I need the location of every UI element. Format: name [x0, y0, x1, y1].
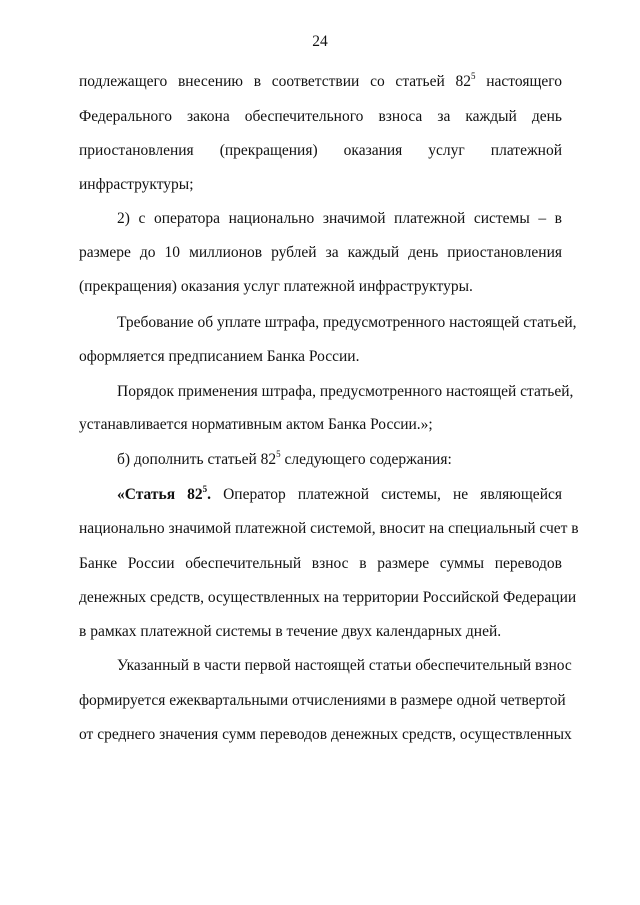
- text-line: в рамках платежной системы в течение двух календарных дней.: [79, 623, 502, 640]
- text-line: инфраструктуры;: [79, 176, 194, 193]
- text-line: формируется ежеквартальными отчислениями в размере одной четвертой: [79, 692, 566, 709]
- text-line: Банке России обеспечительный взнос в размере суммы переводов: [79, 555, 562, 572]
- text-line: Федерального закона обеспечительного взноса за каждый день: [79, 108, 562, 125]
- text-line: Порядок применения штрафа, предусмотренного настоящей статьей,: [117, 383, 574, 400]
- text-line: от среднего значения сумм переводов денежных средств, осуществленных: [79, 726, 572, 743]
- text-line: 2) с оператора национально значимой платежной системы – в: [117, 210, 562, 227]
- text-line: Указанный в части первой настоящей статьи обеспечительный взнос: [117, 657, 572, 674]
- text-line: Требование об уплате штрафа, предусмотренного настоящей статьей,: [117, 314, 577, 331]
- text-line: национально значимой платежной системой, вносит на специальный счет в: [79, 520, 579, 537]
- text-line: размере до 10 миллионов рублей за каждый день приостановления: [79, 244, 562, 261]
- article-heading-line: «Статья $82^5$. Оператор платежной системы, не являющейся: [117, 483, 562, 503]
- text-line: денежных средств, осуществленных на территории Российской Федерации: [79, 589, 577, 606]
- text-line: (прекращения) оказания услуг платежной инфраструктуры.: [79, 278, 473, 295]
- text-line: приостановления (прекращения) оказания услуг платежной: [79, 142, 562, 159]
- superscript: 5: [276, 448, 281, 459]
- text-line: оформляется предписанием Банка России.: [79, 348, 360, 365]
- page-number: 24: [312, 33, 328, 50]
- article-title: «Статья $82^5$.: [117, 483, 212, 503]
- text-line: б) дополнить статьей $82^5$ следующего содержания:: [117, 448, 452, 468]
- text-line: подлежащего внесению в соответствии со статьей $82^5$ настоящего: [79, 70, 562, 90]
- superscript: 5: [471, 70, 476, 81]
- text-line: устанавливается нормативным актом Банка России.»;: [79, 416, 433, 433]
